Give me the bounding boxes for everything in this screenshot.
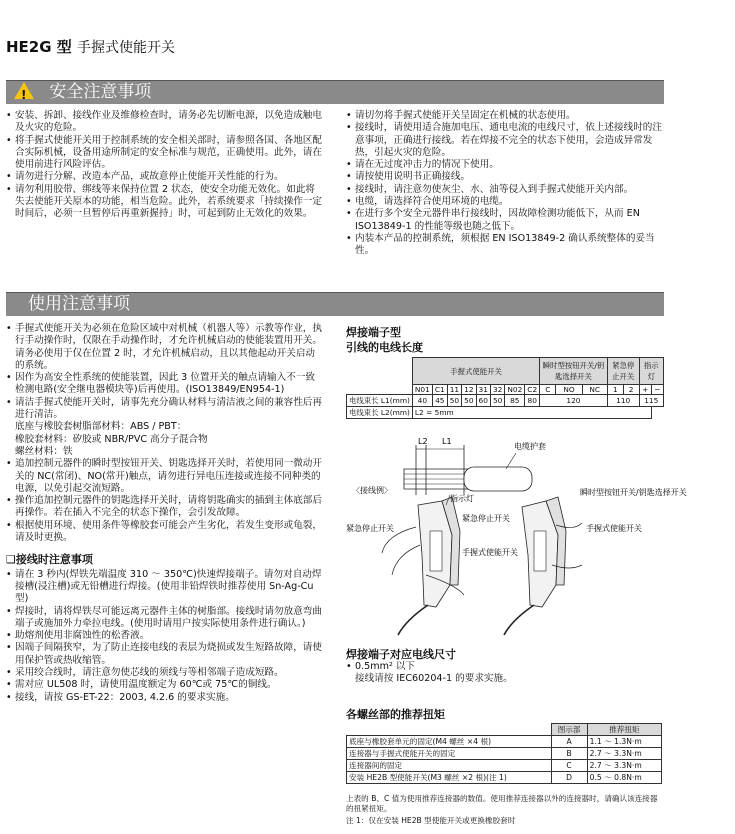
product-name: 手握式使能开关 <box>77 40 176 56</box>
table-cell: 120 <box>540 395 608 407</box>
table-cell: 2 <box>623 385 639 395</box>
wiring-figure <box>346 435 687 635</box>
fig-label-estop2: 紧急停止开关 <box>462 514 510 523</box>
table-cell: 1 <box>607 385 623 395</box>
device-illustration-right <box>504 497 582 635</box>
table-cell: C2 <box>525 385 540 395</box>
list-item: • 在进行多个安全元器件串行接线时，因故障检测功能低下，从而 EN ISO13849-1 的性能等级也随之低下。 <box>346 208 664 233</box>
model-name: HE2G 型 <box>6 38 72 56</box>
table-cell: + <box>639 385 651 395</box>
fig-label-enable: 手握式使能开关 <box>462 548 518 557</box>
wiring-heading: ❑接线时注意事项 <box>6 553 93 567</box>
list-item: • 操作追加控制元器件的钥匙选择开关时，请将钥匙确实的插到主体底部后再操作。若在插入不完全的状态下操作，会引发故障。 <box>6 495 322 520</box>
table-cell: NC <box>582 385 607 395</box>
fig-label-l2: L2 <box>418 437 428 446</box>
table-cell: 连接器与手握式使能开关的固定 <box>347 748 552 760</box>
list-item: • 请按使用说明书正确接线。 <box>346 171 664 183</box>
list-item: • 采用绞合线时，请注意勿使芯线的须线与等相邻端子造成短路。 <box>6 667 322 679</box>
material-line: 底座与橡胶套树脂部材料：ABS / PBT： <box>15 421 187 433</box>
fig-label-example: 〈接线例〉 <box>352 486 392 495</box>
list-item: • 助熔剂使用非腐蚀性的松香液。 <box>6 630 322 642</box>
material-line: 橡胶套材料：矽胶或 NBR/PVC 高分子混合物 <box>15 433 208 445</box>
list-item: • 追加控制元器件的瞬时型按钮开关、钥匙选择开关时，若使用同一微动开关的 NC(常闭)、NO(常开)触点，请勿进行异电压连接或连接不同种类的电源，以免引起交流短路。 <box>6 458 322 495</box>
list-item: • 请洁手握式使能开关时，请事先充分确认材料与清洁液之间的兼容性后再进行清洁。 <box>6 397 322 422</box>
table-cell: C1 <box>432 385 447 395</box>
list-item: • 接线，请按 GS-ET-22：2003, 4.2.6 的要求实施。 <box>6 692 322 704</box>
fig-label-estop: 紧急停止开关 <box>346 524 394 533</box>
usage-heading-band <box>6 292 664 316</box>
table-cell: 85 <box>505 395 525 407</box>
list-item: • 内装本产品的控制系统，须根据 EN ISO13849-2 确认系统整体的妥当性。 <box>346 233 664 258</box>
table-cell: N02 <box>505 385 525 395</box>
wire-size-note: 接线请按 IEC60204-1 的要求实施。 <box>355 673 513 685</box>
table-cell: 1.1 ～ 1.3N·m <box>587 736 661 748</box>
table-row <box>347 748 662 760</box>
table-cell: 80 <box>525 395 540 407</box>
table-cell: 45 <box>432 395 447 407</box>
safety-right-column <box>346 110 664 258</box>
table-cell: C <box>551 760 587 772</box>
wire-length-table <box>346 357 664 419</box>
list-item: • 接线时，请使用适合施加电压、通电电流的电线尺寸，依上述接线时的注意事项，正确进行接线。若在焊接不完全的状态下使用，会造成异常发热，引起火灾的危险。 <box>346 122 664 159</box>
fig-label-l1: L1 <box>442 437 452 446</box>
table-cell: A <box>551 736 587 748</box>
table-cell: − <box>651 385 663 395</box>
table-cell: 50 <box>447 395 461 407</box>
wire-diagram <box>404 445 532 495</box>
table-cell: 底座与橡胶套单元的固定(M4 螺丝 ×4 根) <box>347 736 552 748</box>
list-item: • 请在 3 秒内(焊铁先端温度 310 ～ 350℃)快速焊接端子。请勿对自动焊接槽(浸注槽)或无铅槽进行焊接。(使用非铅焊铁时推荐使用 Sn-Ag-Cu 型) <box>6 569 322 606</box>
table-header: 紧急停止开关 <box>607 358 639 385</box>
table-header: 图示部 <box>551 724 587 736</box>
fig-label-sheath: 电缆护套 <box>514 442 546 451</box>
table-cell: 60 <box>476 395 490 407</box>
table-row <box>347 736 662 748</box>
page-title <box>6 36 175 57</box>
table-cell: 40 <box>412 395 432 407</box>
table-header: 瞬时型按钮开关/钥匙选择开关 <box>540 358 608 385</box>
safety-heading-band <box>6 80 664 104</box>
list-item: • 手握式使能开关为必须在危险区域中对机械（机器人等）示教等作业，执行手动操作时，仅限在手动操作时，才允许机械启动的使能装置用开关。请务必使用于仅在位置 2 时，才允许机械启动，且以其他起动开关启动的系统。 <box>6 323 322 372</box>
table-corner <box>347 724 552 736</box>
table-header: 推荐扭矩 <box>587 724 661 736</box>
solder-heading: 焊接端子型 <box>346 326 401 339</box>
table-cell: NO <box>556 385 582 395</box>
list-item: • 0.5mm² 以下 <box>346 661 664 673</box>
usage-left-column <box>6 323 322 704</box>
table-cell: B <box>551 748 587 760</box>
torque-table <box>346 723 662 784</box>
table-cell: 11 <box>447 385 461 395</box>
table-cell: 32 <box>490 385 504 395</box>
list-item: • 请勿利用胶带、绑线等来保持位置 2 状态，使安全功能无效化。如此将失去使能开关原本的功能，相当危险。此外，若系统要求「持续操作一定时间后，必须一旦暂停后再重新握持」时，可起到防止无效化的效果。 <box>6 184 322 221</box>
list-item: • 因端子间隔狭窄，为了防止连接电线的表层为烧损或发生短路故障，请使用保护管或热收缩管。 <box>6 642 322 667</box>
table-row <box>347 772 662 784</box>
list-item: • 请勿进行分解、改造本产品，或故意停止使能开关性能的行为。 <box>6 171 322 183</box>
table-cell: 31 <box>476 385 490 395</box>
list-item: • 需对应 UL508 时，请使用温度额定为 60℃或 75℃的铜线。 <box>6 679 322 691</box>
wire-size-section <box>346 661 664 686</box>
table-cell: L2 = 5mm <box>412 407 651 419</box>
safety-heading: 安全注意事项 <box>49 82 152 102</box>
table-cell: 2.7 ～ 3.3N·m <box>587 748 661 760</box>
table-cell: 12 <box>462 385 476 395</box>
table-header: 手握式使能开关 <box>412 358 539 385</box>
row-label: 电线束长 L1(mm) <box>347 395 413 407</box>
torque-heading: 各螺丝部的推荐扭矩 <box>346 708 445 721</box>
table-cell: 115 <box>639 395 663 407</box>
fig-label-lamp: 指示灯 <box>450 494 474 503</box>
table-cell: 50 <box>490 395 504 407</box>
material-line: 螺丝材料：铁 <box>15 445 73 457</box>
table-cell: 2.7 ～ 3.3N·m <box>587 760 661 772</box>
usage-heading: 使用注意事项 <box>28 294 130 314</box>
table-cell: D <box>551 772 587 784</box>
table-cell: 50 <box>462 395 476 407</box>
safety-left-column <box>6 110 322 221</box>
table-cell: 110 <box>607 395 639 407</box>
list-item: • 因作为高安全性系统的使能装置，因此 3 位置开关的触点请输入不一致检测电路(安全继电器模块等)后再使用。(ISO13849/EN954-1) <box>6 372 322 397</box>
fig-label-enable2: 手握式使能开关 <box>586 524 642 533</box>
list-item: • 焊接时，请将焊铁尽可能远离元器件主体的树脂部。接线时请勿放意弯曲端子或施加外力牵拉电线。(使用时请用户按实际使用条件进行确认。) <box>6 606 322 631</box>
table-corner <box>347 358 413 395</box>
list-item: • 将手握式使能开关用于控制系统的安全相关部时，请参照各国、各地区配合实际机械，设备用途所制定的安全标准与规范，正确使用。此外，请在使用前进行风险评估。 <box>6 135 322 172</box>
list-item: • 接线时，请注意勿使灰尘、水、油等侵入到手握式使能开关内部。 <box>346 184 664 196</box>
table-cell: C <box>540 385 556 395</box>
warning-icon: ! <box>14 82 34 99</box>
torque-note: 上表的 B、C 值为使用推荐连接器的数值。使用推荐连接器以外的连接器时，请确认该连接器的扭紧扭矩。 <box>346 794 658 813</box>
list-item: • 安装、拆卸、接线作业及维修检查时，请务必先切断电源，以免造成触电及火灾的危险。 <box>6 110 322 135</box>
torque-footnote: 注 1：仅在安装 HE2B 型使能开关或更换橡胶套时 <box>346 816 516 825</box>
table-cell: 安装 HE2B 型使能开关(M3 螺丝 ×2 根)(注 1) <box>347 772 552 784</box>
table-header: 指示灯 <box>639 358 663 385</box>
wire-size-heading: 焊接端子对应电线尺寸 <box>346 648 456 661</box>
table-row <box>347 760 662 772</box>
device-illustration-left <box>382 495 464 635</box>
table-cell: 0.5 ～ 0.8N·m <box>587 772 661 784</box>
row-label: 电线束长 L2(mm) <box>347 407 413 419</box>
list-item: • 请在无过度冲击力的情况下使用。 <box>346 159 664 171</box>
wire-length-heading: 引线的电线长度 <box>346 341 423 354</box>
fig-label-button: 瞬时型按钮开关/钥匙选择开关 <box>580 488 687 497</box>
table-cell: N01 <box>412 385 432 395</box>
table-cell: 连接器间的固定 <box>347 760 552 772</box>
list-item: • 根据使用环境、使用条件等橡胶套可能会产生劣化，若发生变形或龟裂，请及时更换。 <box>6 520 322 545</box>
list-item: • 电缆，请选择符合使用环境的电缆。 <box>346 196 664 208</box>
list-item: • 请切勿将手握式使能开关呈固定在机械的状态使用。 <box>346 110 664 122</box>
